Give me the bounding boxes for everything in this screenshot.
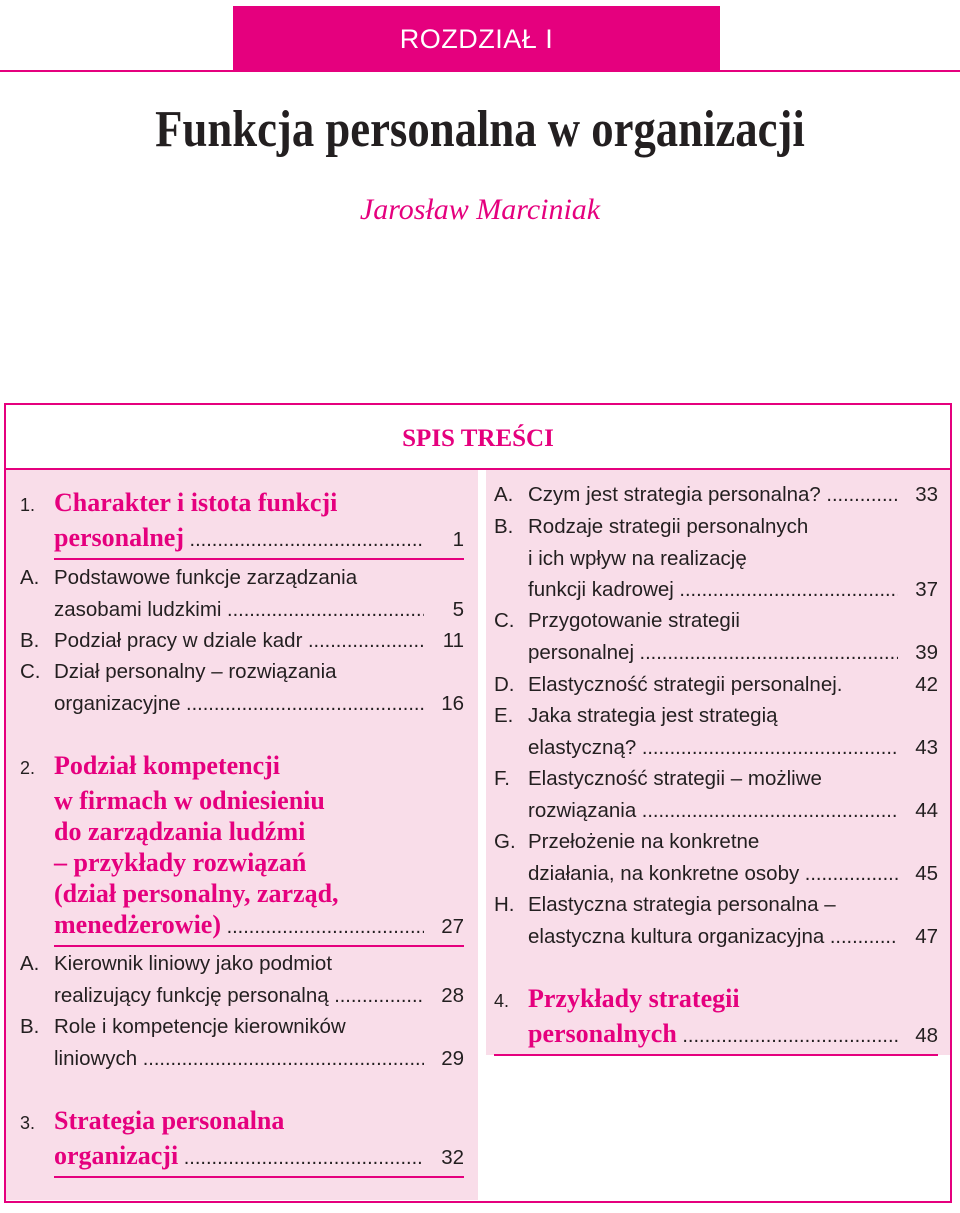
entry-letter: B. <box>20 629 40 652</box>
entry-text: zasobami ludzkimi ..... <box>54 598 424 621</box>
toc-entry-2A[interactable] <box>20 948 464 1012</box>
page-number: 32 <box>441 1145 464 1169</box>
entry-text: Przygotowanie strategii <box>528 609 740 632</box>
entry-text: Kierownik liniowy jako podmiot <box>54 952 333 975</box>
entry-text: Dział personalny – rozwiązania <box>54 660 337 683</box>
chapter-title-line: organizacji ..... <box>54 1141 424 1170</box>
page-number: 39 <box>915 640 938 664</box>
page-number: 47 <box>915 924 938 948</box>
chapter-number: 4. <box>494 991 510 1011</box>
chapter-rule <box>54 558 464 560</box>
page-number: 33 <box>915 483 938 506</box>
entry-text: Podział pracy w dziale kadr ..... <box>54 629 424 652</box>
chapter-title-line: Podział kompetencji <box>54 751 281 780</box>
toc-heading: SPIS TREŚCI <box>402 425 554 452</box>
toc-entry-3G[interactable] <box>494 826 938 890</box>
chapter-title-line: personalnych ..... <box>528 1019 898 1048</box>
entry-letter: C. <box>494 609 515 632</box>
toc-chapter-4[interactable] <box>494 983 938 1056</box>
entry-text: liniowych ..... <box>54 1047 424 1070</box>
page-number: 11 <box>442 629 464 652</box>
toc-entry-3E[interactable] <box>494 700 938 764</box>
chapter-title-line: Przykłady strategii <box>528 984 740 1013</box>
entry-letter: G. <box>494 830 516 853</box>
entry-text: Elastyczna strategia personalna – <box>528 893 836 916</box>
top-rule <box>0 70 960 72</box>
entry-letter: B. <box>20 1015 40 1038</box>
toc-entry-3C[interactable] <box>494 605 938 669</box>
page-number: 44 <box>915 798 938 822</box>
chapter-number: 2. <box>20 758 36 778</box>
page-number: 27 <box>441 914 464 938</box>
page-number: 5 <box>452 597 464 621</box>
entry-letter: A. <box>494 483 514 506</box>
entry-letter: A. <box>20 952 40 975</box>
page-number: 48 <box>915 1023 938 1047</box>
chapter-title-line: Strategia personalna <box>54 1106 285 1135</box>
toc-entry-3B[interactable] <box>494 511 938 607</box>
toc-entry-1B[interactable] <box>20 625 464 658</box>
entry-letter: B. <box>494 515 514 538</box>
toc-chapter-3[interactable] <box>20 1105 464 1178</box>
page-number: 42 <box>915 673 938 696</box>
toc-entry-2B[interactable] <box>20 1011 464 1075</box>
chapter-title-line: do zarządzania ludźmi <box>54 816 306 846</box>
entry-letter: E. <box>494 704 514 727</box>
toc-chapter-1[interactable] <box>20 487 464 560</box>
entry-text: Elastyczność strategii personalnej. <box>528 673 843 696</box>
toc-entry-1A[interactable] <box>20 562 464 626</box>
entry-text: Przełożenie na konkretne <box>528 830 760 853</box>
toc-entry-3F[interactable] <box>494 763 938 827</box>
entry-letter: C. <box>20 660 41 683</box>
toc-entry-3H[interactable] <box>494 889 938 953</box>
entry-letter: D. <box>494 673 515 696</box>
entry-text: rozwiązania ..... <box>528 799 898 822</box>
toc-entry-3D[interactable] <box>494 669 938 701</box>
entry-letter: H. <box>494 893 515 916</box>
toc-chapter-2[interactable] <box>20 750 464 947</box>
chapter-title-line: w firmach w odniesieniu <box>54 785 325 815</box>
entry-text: elastyczna kultura organizacyjna ..... <box>528 925 898 948</box>
entry-text: realizujący funkcję personalną ..... <box>54 984 424 1007</box>
chapter-rule <box>494 1054 938 1056</box>
chapter-title-line: menedżerowie) ..... <box>54 910 424 939</box>
chapter-rule <box>54 1176 464 1178</box>
author-name: Jarosław Marciniak <box>359 193 601 226</box>
page-number: 37 <box>915 578 938 601</box>
entry-text: personalnej ..... <box>528 641 898 664</box>
page-number: 16 <box>441 691 464 715</box>
entry-text: Role i kompetencje kierowników <box>54 1015 346 1038</box>
chapter-title-line: personalnej ..... <box>54 523 424 552</box>
entry-text: i ich wpływ na realizację <box>528 546 747 570</box>
toc-entry-1C[interactable] <box>20 656 464 720</box>
entry-text: Elastyczność strategii – możliwe <box>528 767 822 790</box>
entry-text: Czym jest strategia personalna? ..... <box>528 483 898 506</box>
page-number: 45 <box>915 861 938 885</box>
chapter-number: 3. <box>20 1113 36 1133</box>
page-number: 29 <box>441 1046 464 1070</box>
chapter-title-line: – przykłady rozwiązań <box>54 847 307 877</box>
page-number: 28 <box>441 983 464 1007</box>
page-title: Funkcja personalna w organizacji <box>155 101 805 158</box>
entry-text: elastyczną? ..... <box>528 736 898 759</box>
toc-entry-3A[interactable] <box>494 479 938 512</box>
entry-text: Rodzaje strategii personalnych <box>528 515 809 538</box>
entry-text: działania, na konkretne osoby ..... <box>528 862 898 885</box>
entry-text: Jaka strategia jest strategią <box>528 704 778 727</box>
page-number: 1 <box>452 527 464 551</box>
entry-letter: A. <box>20 566 40 589</box>
entry-letter: F. <box>494 767 510 790</box>
entry-text: Podstawowe funkcje zarządzania <box>54 566 358 589</box>
chapter-label: ROZDZIAŁ I <box>233 6 720 72</box>
chapter-rule <box>54 945 464 947</box>
chapter-title-line: (dział personalny, zarząd, <box>54 878 339 908</box>
entry-text: organizacyjne ..... <box>54 692 424 715</box>
table-of-contents <box>4 403 952 1203</box>
toc-heading-rule <box>6 468 950 470</box>
page-number: 43 <box>915 735 938 759</box>
chapter-title-line: Charakter i istota funkcji <box>54 488 338 517</box>
entry-text: funkcji kadrowej ..... <box>528 578 898 601</box>
chapter-number: 1. <box>20 495 36 515</box>
